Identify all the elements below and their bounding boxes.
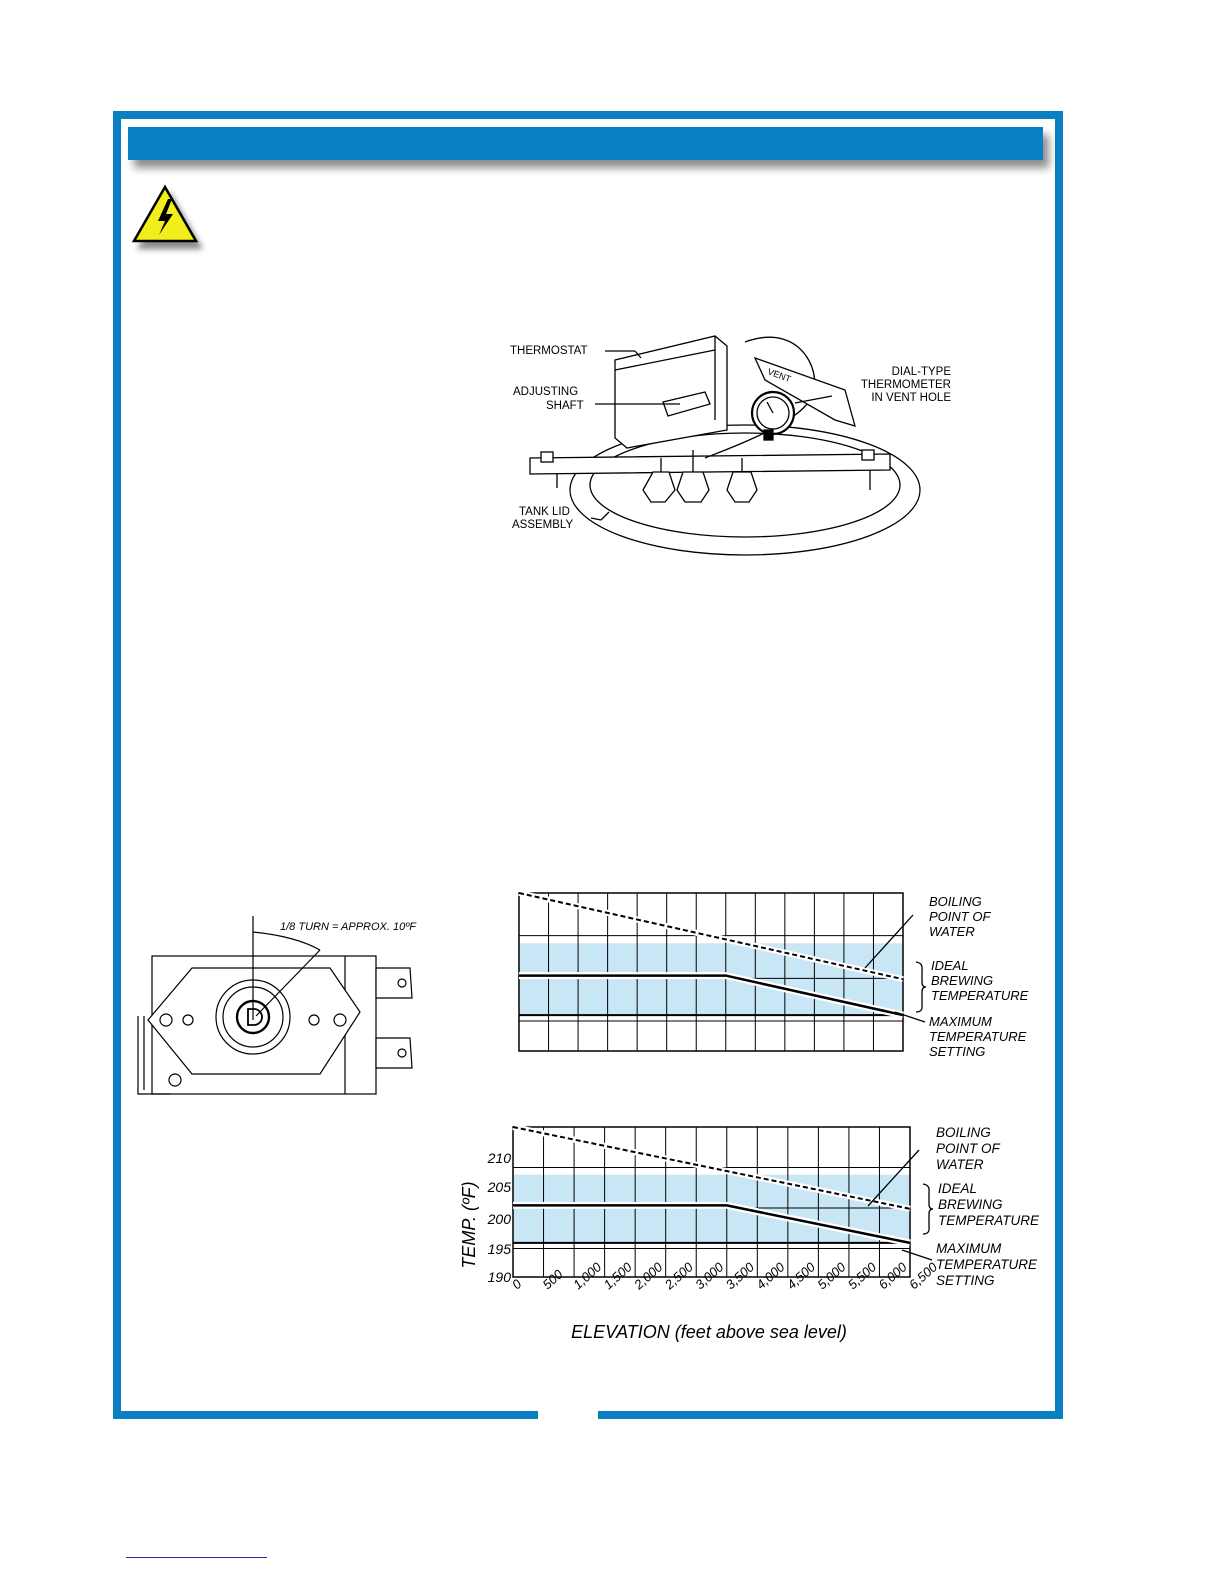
terminal-nut-left — [643, 472, 675, 502]
chart2-y-ticks — [487, 1150, 512, 1285]
tank-lid-label-1: TANK LID — [519, 506, 570, 518]
tank-lid-label-2: ASSEMBLY — [512, 519, 574, 531]
frame-right-border — [1055, 111, 1063, 1419]
section-title-bar — [128, 127, 1043, 160]
chart1-plot-area — [519, 893, 903, 1051]
chart2-ideal-brace — [923, 1184, 933, 1234]
chart1-max-label-2: TEMPERATURE — [929, 1029, 1027, 1044]
tank-lid-figure — [505, 330, 965, 560]
chart2-x-tick: 0 — [508, 1276, 525, 1293]
chart2-max-label-1: MAXIMUM — [936, 1241, 1002, 1256]
chart2-plot-area — [513, 1127, 910, 1277]
chart2-x-tick: 2,500 — [661, 1259, 696, 1293]
terminal-tab-bottom — [376, 1038, 412, 1068]
chart2-y-tick: 190 — [487, 1269, 511, 1285]
chart1-max-label-1: MAXIMUM — [929, 1014, 992, 1029]
adjusting-shaft-label-1: ADJUSTING — [513, 386, 579, 398]
chart2-x-tick: 3,500 — [722, 1259, 757, 1293]
terminal-nut-center — [677, 472, 709, 502]
chart2-boiling-label-3: WATER — [936, 1157, 984, 1172]
chart2-x-tick: 6,000 — [875, 1259, 910, 1293]
chart2-ideal-label-3: TEMPERATURE — [938, 1213, 1040, 1228]
chart2-y-tick: 195 — [487, 1241, 511, 1257]
chart2-max-label-3: SETTING — [936, 1273, 995, 1288]
chart2-x-tick: 1,000 — [570, 1259, 605, 1293]
vent-label: VENT — [766, 366, 793, 385]
chart2-max-pointer — [902, 1250, 932, 1260]
chart1-ideal-label-1: IDEAL — [931, 958, 969, 973]
thermometer-label-2: THERMOMETER — [860, 379, 951, 391]
thermostat-dial-figure — [130, 912, 440, 1102]
chart2-x-tick: 5,500 — [844, 1259, 880, 1293]
chart1-boiling-label-3: WATER — [929, 924, 975, 939]
elevation-chart-bottom — [455, 1120, 1055, 1350]
chart2-y-tick: 210 — [487, 1150, 511, 1166]
chart2-y-axis-label: TEMP. (ºF) — [459, 1181, 479, 1269]
chart2-x-tick: 1,500 — [600, 1259, 635, 1293]
chart2-ideal-label-1: IDEAL — [938, 1181, 978, 1196]
thermometer-label-1: DIAL-TYPE — [891, 366, 951, 378]
elevation-chart-top — [505, 890, 1065, 1065]
lid-bar — [530, 454, 890, 474]
frame-top-border — [113, 111, 1063, 119]
chart2-boiling-label-2: POINT OF — [936, 1141, 1000, 1156]
chart2-max-label-2: TEMPERATURE — [936, 1257, 1038, 1272]
turn-label: 1/8 TURN = APPROX. 10ºF — [280, 921, 416, 933]
chart2-x-tick: 2,000 — [631, 1259, 666, 1293]
chart2-x-tick: 6,500 — [905, 1259, 941, 1293]
terminal-nut-right — [727, 472, 757, 502]
chart1-ideal-label-3: TEMPERATURE — [931, 988, 1029, 1003]
thermostat-label: THERMOSTAT — [510, 345, 588, 357]
frame-left-border — [113, 111, 121, 1419]
footer-link-underline — [126, 1557, 267, 1558]
adjusting-shaft-label-2: SHAFT — [546, 400, 584, 412]
chart1-boiling-label-1: BOILING — [929, 894, 982, 909]
chart2-x-tick: 3,000 — [692, 1259, 727, 1293]
chart1-ideal-brace — [916, 962, 926, 1012]
chart2-x-tick: 4,500 — [783, 1259, 819, 1293]
chart2-x-axis-label: ELEVATION (feet above sea level) — [571, 1322, 847, 1342]
terminal-tab-top — [376, 968, 412, 998]
chart2-x-tick: 5,000 — [814, 1259, 849, 1293]
chart1-ideal-label-2: BREWING — [931, 973, 994, 988]
chart2-y-tick: 205 — [487, 1179, 511, 1195]
chart1-boiling-label-2: POINT OF — [929, 909, 991, 924]
chart1-max-label-3: SETTING — [929, 1044, 986, 1059]
chart2-boiling-label-1: BOILING — [936, 1125, 991, 1140]
frame-bottom-border-left — [113, 1411, 538, 1419]
thermometer-label-3: IN VENT HOLE — [871, 392, 951, 404]
high-voltage-warning-icon — [132, 183, 212, 259]
chart2-y-tick: 200 — [487, 1211, 511, 1227]
chart2-ideal-label-2: BREWING — [938, 1197, 1003, 1212]
thermostat-body — [615, 336, 727, 448]
chart2-x-tick: 500 — [539, 1266, 566, 1293]
frame-bottom-border-right — [598, 1411, 1063, 1419]
chart2-x-tick: 4,000 — [753, 1259, 788, 1293]
